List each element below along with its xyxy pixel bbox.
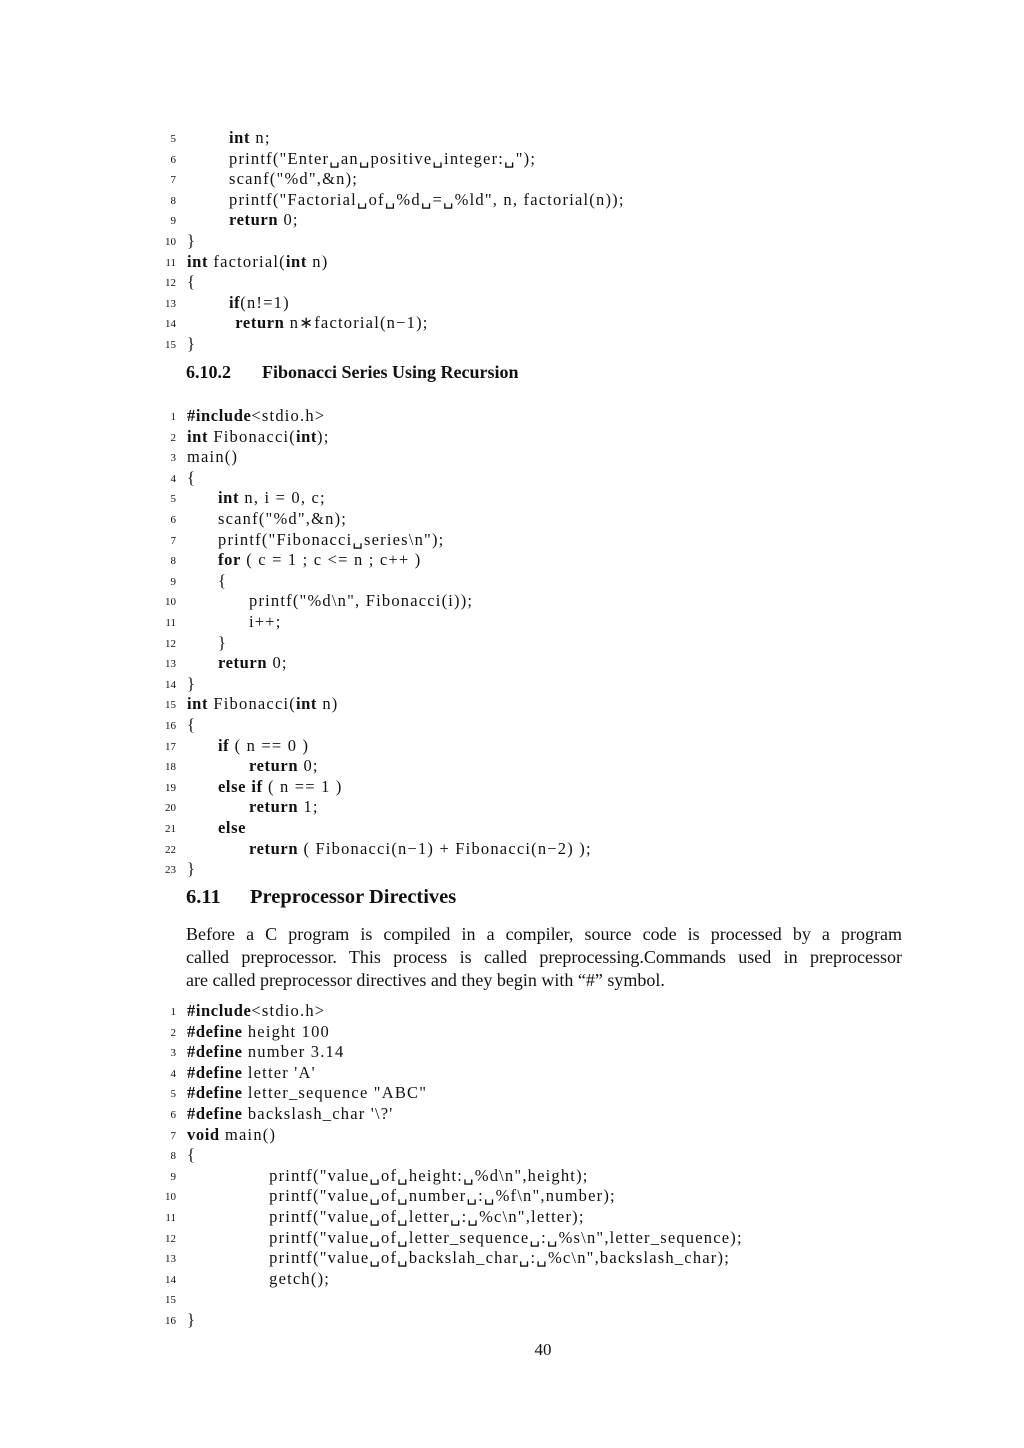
code-text: [187, 1063, 316, 1083]
code-keyword: return: [249, 838, 299, 858]
line-number: 7: [170, 534, 176, 547]
code-token: number 3.14: [242, 1042, 345, 1062]
code-text: [249, 839, 592, 859]
code-text: [187, 468, 196, 488]
code-text: [218, 633, 227, 653]
line-number: 20: [165, 802, 176, 815]
line-number: 3: [170, 1047, 176, 1060]
code-token: ( c = 1 ; c <= n ; c++ ): [240, 550, 422, 570]
code-token: 0;: [278, 210, 299, 230]
code-keyword: int: [187, 251, 209, 271]
line-number: 2: [170, 431, 176, 444]
code-text: [269, 1269, 330, 1289]
code-token: printf("value␣of␣number␣:␣%f\n",number);: [269, 1186, 616, 1206]
line-number: 12: [165, 277, 176, 290]
code-text: [269, 1186, 616, 1206]
code-keyword: int: [285, 251, 307, 271]
code-text: [187, 1042, 344, 1062]
code-token: printf("value␣of␣letter␣:␣%c\n",letter);: [269, 1207, 585, 1226]
line-number: 1: [170, 1006, 176, 1018]
line-number: 14: [165, 318, 176, 331]
code-keyword: for: [218, 550, 241, 570]
code-text: [249, 797, 319, 817]
code-text: [187, 674, 196, 694]
code-token: }: [187, 859, 197, 879]
line-number: 23: [165, 864, 176, 877]
code-token: n;: [250, 128, 271, 147]
section-heading-6-10-2: [186, 362, 519, 383]
code-token: n, i = 0, c;: [239, 488, 326, 508]
code-text: [249, 756, 319, 776]
code-token: printf("%d\n", Fibonacci(i));: [249, 591, 474, 611]
line-number: 6: [170, 1109, 176, 1121]
code-text: [269, 1166, 588, 1186]
code-text: [187, 1125, 276, 1145]
code-token: main(): [219, 1124, 277, 1144]
line-number: 11: [165, 1212, 176, 1224]
code-token: printf("Factorial␣of␣%d␣=␣%ld", n, factorial(n));: [229, 189, 625, 209]
code-text: [187, 1083, 427, 1103]
code-text: [269, 1248, 730, 1268]
line-number: 5: [170, 133, 176, 145]
code-text: [187, 334, 196, 354]
code-token: n∗factorial(n−1);: [284, 313, 429, 333]
line-number: 16: [165, 720, 176, 732]
line-number: 21: [165, 823, 176, 835]
code-text: [229, 149, 536, 169]
paragraph-line: are called preprocessor directives and they begin with “#” symbol.: [186, 970, 665, 990]
code-token: backslash_char '\?': [242, 1104, 394, 1123]
line-number: 11: [165, 617, 176, 629]
paragraph-line: called preprocessor. This process is called preprocessing.Commands used in preprocessor: [186, 947, 902, 967]
line-number: 6: [170, 153, 176, 166]
code-text: [229, 190, 625, 210]
code-keyword: return: [235, 313, 285, 333]
line-number: 8: [170, 1150, 176, 1163]
code-token: }: [218, 632, 228, 652]
code-token: height 100: [242, 1021, 330, 1041]
code-text: [187, 427, 330, 447]
code-text: [187, 1022, 330, 1042]
section-number: 6.11: [186, 886, 221, 908]
code-keyword: #define: [187, 1062, 243, 1082]
code-token: {: [187, 1145, 197, 1165]
code-token: {: [187, 467, 197, 487]
code-text: [269, 1207, 584, 1227]
code-text: [269, 1228, 743, 1248]
code-text: [218, 509, 347, 529]
code-text: [187, 694, 339, 714]
code-text: [187, 715, 196, 735]
line-number: 14: [165, 1273, 176, 1286]
line-number: 19: [165, 781, 176, 794]
code-token: }: [187, 1310, 197, 1329]
code-text: [187, 252, 328, 272]
line-number: 7: [170, 174, 176, 187]
code-token: letter_sequence "ABC": [242, 1083, 428, 1103]
code-text: [229, 128, 271, 148]
code-keyword: else: [218, 776, 247, 796]
code-text: [218, 777, 343, 797]
line-number: 9: [170, 1170, 176, 1183]
line-number: 12: [165, 637, 176, 650]
code-token: scanf("%d",&n);: [229, 169, 359, 189]
code-text: [218, 653, 288, 673]
line-number: 7: [170, 1129, 176, 1142]
code-token: <stdio.h>: [251, 1001, 326, 1020]
line-number: 22: [165, 843, 176, 856]
code-token: getch();: [269, 1268, 331, 1288]
code-keyword: if: [229, 292, 241, 312]
code-token: ( n == 1 ): [262, 776, 343, 796]
code-token: }: [187, 231, 197, 250]
code-keyword: return: [249, 756, 299, 776]
code-token: Fibonacci(: [208, 426, 296, 446]
code-text: [249, 612, 282, 632]
line-number: 10: [165, 596, 176, 609]
code-text: [187, 406, 325, 426]
page-number: 40: [534, 1340, 552, 1359]
line-number: 6: [170, 514, 176, 526]
code-token: 0;: [298, 756, 319, 776]
section-heading-6-11: [186, 886, 456, 909]
line-number: 9: [170, 575, 176, 588]
line-number: 2: [170, 1026, 176, 1039]
code-text: [235, 313, 428, 333]
code-text: [229, 169, 358, 189]
line-number: 17: [165, 740, 176, 753]
code-text: [218, 488, 326, 508]
code-text: [218, 818, 246, 838]
line-number: 3: [170, 452, 176, 465]
code-keyword: int: [229, 128, 251, 147]
code-text: [218, 550, 421, 570]
code-keyword: int: [295, 694, 318, 714]
code-token: factorial(: [208, 251, 286, 271]
line-number: 11: [165, 256, 176, 269]
code-text: [218, 571, 227, 591]
code-text: [187, 447, 238, 467]
code-keyword: #define: [187, 1021, 243, 1041]
code-keyword: int: [295, 426, 318, 446]
code-text: [187, 1001, 325, 1021]
line-number: 15: [165, 1294, 176, 1307]
code-token: n): [306, 251, 329, 271]
code-token: 1;: [298, 797, 319, 817]
code-token: printf("value␣of␣backslah_char␣:␣%c\n",backslash_char);: [269, 1248, 730, 1268]
code-token: 0;: [267, 653, 288, 673]
code-token: letter 'A': [242, 1062, 316, 1082]
code-keyword: if: [218, 735, 230, 755]
code-keyword: void: [187, 1124, 220, 1144]
code-token: Fibonacci(: [208, 694, 296, 714]
line-number: 18: [165, 761, 176, 774]
line-number: 10: [165, 1191, 176, 1204]
line-number: 15: [165, 699, 176, 712]
line-number: 9: [170, 215, 176, 228]
code-keyword: return: [229, 210, 279, 230]
code-token: {: [187, 715, 197, 734]
code-token: n): [317, 694, 339, 714]
line-number: 15: [165, 339, 176, 351]
code-text: [187, 272, 196, 292]
code-keyword: return: [218, 653, 268, 673]
code-token: <stdio.h>: [251, 406, 326, 425]
code-text: [187, 859, 196, 879]
code-token: printf("Fibonacci␣series\n");: [218, 529, 445, 549]
paragraph-line: Before a C program is compiled in a compiler, source code is processed by a program: [186, 924, 902, 944]
code-token: ( n == 0 ): [229, 735, 310, 755]
code-token: (n!=1): [240, 292, 290, 312]
code-token: {: [218, 570, 228, 590]
code-text: [187, 1145, 196, 1165]
code-token: printf("Enter␣an␣positive␣integer:␣");: [229, 148, 537, 168]
code-keyword: int: [187, 426, 209, 446]
code-keyword: int: [218, 488, 240, 508]
code-keyword: #include: [187, 406, 252, 425]
code-keyword: if: [251, 776, 263, 796]
code-keyword: else: [218, 818, 247, 837]
code-token: main(): [187, 447, 239, 467]
code-token: scanf("%d",&n);: [218, 509, 348, 528]
line-number: 4: [170, 1067, 176, 1080]
code-keyword: #define: [187, 1042, 243, 1062]
line-number: 5: [170, 1088, 176, 1101]
code-token: );: [317, 426, 330, 446]
code-text: [218, 736, 309, 756]
code-text: [229, 210, 299, 230]
line-number: 13: [165, 658, 176, 671]
code-text: [187, 1104, 393, 1124]
line-number: 16: [165, 1315, 176, 1327]
code-text: [249, 591, 473, 611]
code-text: [187, 231, 196, 251]
section-title: Fibonacci Series Using Recursion: [262, 362, 519, 382]
code-text: [218, 530, 444, 550]
line-number: 1: [170, 411, 176, 423]
code-token: }: [187, 334, 197, 353]
line-number: 4: [170, 472, 176, 485]
code-keyword: #include: [187, 1001, 252, 1020]
code-keyword: int: [187, 694, 209, 714]
line-number: 10: [165, 236, 176, 248]
section-number: 6.10.2: [186, 362, 231, 382]
code-keyword: #define: [187, 1104, 243, 1123]
code-token: printf("value␣of␣height:␣%d\n",height);: [269, 1165, 589, 1185]
code-token: {: [187, 272, 197, 292]
line-number: 8: [170, 555, 176, 568]
code-text: [187, 1310, 196, 1330]
code-token: i++;: [249, 612, 282, 631]
code-keyword: return: [249, 797, 299, 817]
line-number: 12: [165, 1232, 176, 1245]
code-token: printf("value␣of␣letter_sequence␣:␣%s\n",letter_sequence);: [269, 1227, 743, 1247]
line-number: 8: [170, 194, 176, 207]
paragraph-preprocessor: [186, 923, 902, 992]
line-number: 14: [165, 678, 176, 691]
line-number: 13: [165, 1253, 176, 1266]
code-keyword: #define: [187, 1083, 243, 1103]
code-token: ( Fibonacci(n−1) + Fibonacci(n−2) );: [298, 838, 592, 858]
line-number: 5: [170, 493, 176, 506]
line-number: 13: [165, 297, 176, 310]
code-token: }: [187, 673, 197, 693]
code-text: [229, 293, 290, 313]
section-title: Preprocessor Directives: [250, 886, 457, 908]
